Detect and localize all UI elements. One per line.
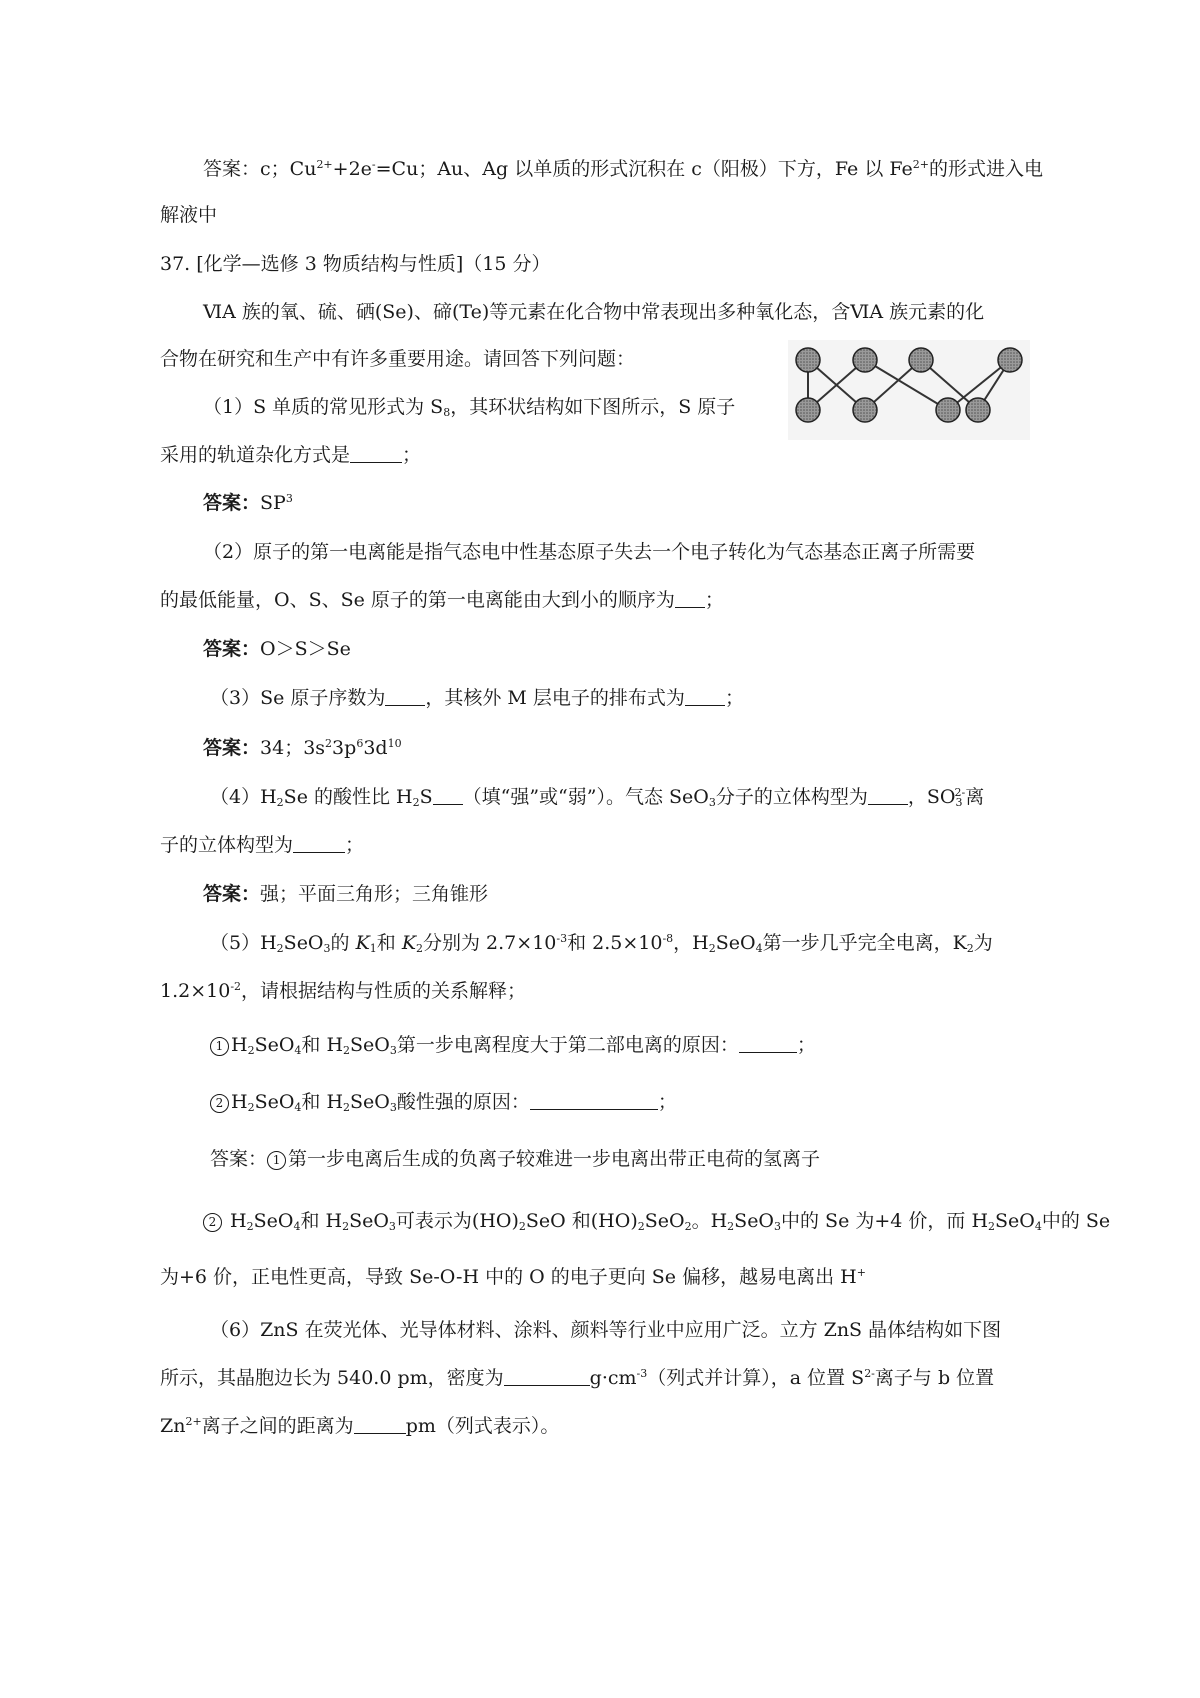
q5-answer-3: 为+6 价，正电性更高，导致 Se-O-H 中的 O 的电子更向 Se 偏移，越易电离出 H+ xyxy=(160,1266,866,1288)
q5-line-1: $(5)H_2SeO_3$的 $K_1$和 $K_2$分别为 $2.7\times 10^{-3}$和 $2.5\times 10^{-8}$，$H_2SeO_4$第一步几乎完全电离，$K_2$为 xyxy=(210,932,993,955)
q4-answer: 答案：强；平面三角形；三角锥形 xyxy=(203,883,489,905)
atom-8 xyxy=(966,398,990,422)
circled-number: 2 xyxy=(210,1094,229,1113)
q2-line-1: （2）原子的第一电离能是指气态电中性基态原子失去一个电子转化为气态基态正离子所需要 xyxy=(203,541,976,563)
intro-line-2: 合物在研究和生产中有许多重要用途。请回答下列问题： xyxy=(160,348,636,370)
prev-answer-line-1: 答案：c；$Cu^{2+}+2e^-=Cu$；Au、Ag 以单质的形式沉积在 c（阳极）下方，Fe 以 $Fe^{2+}$的形式进入电 xyxy=(203,158,1043,180)
answer-blank[interactable] xyxy=(504,1367,590,1386)
q4-line-2: 子的立体构型为 ； xyxy=(160,834,365,856)
atom-6 xyxy=(853,398,877,422)
circled-number: 1 xyxy=(210,1037,229,1056)
answer-blank[interactable] xyxy=(530,1091,658,1110)
atom-5 xyxy=(796,398,820,422)
q1-line-2: 采用的轨道杂化方式是 ； xyxy=(160,444,422,466)
q1-line-1: （1）S 单质的常见形式为 $S_8$，其环状结构如下图所示，S 原子 xyxy=(203,396,736,419)
answer-blank[interactable] xyxy=(354,1415,406,1434)
q6-line-3: $Zn^{2+}$离子之间的距离为 pm（列式表示）。 xyxy=(160,1415,560,1437)
answer-blank[interactable] xyxy=(433,786,463,805)
q3-answer: 答案：34；$3s^23p^63d^{10}$ xyxy=(203,737,402,759)
question-heading: 37. [化学—选修 3 物质结构与性质]（15 分） xyxy=(160,253,551,275)
answer-blank[interactable] xyxy=(685,687,725,706)
atom-2 xyxy=(853,348,877,372)
atom-4 xyxy=(998,348,1022,372)
atom-1 xyxy=(796,348,820,372)
circled-number: 2 xyxy=(203,1213,222,1232)
q2-line-2: 的最低能量，O、S、Se 原子的第一电离能由大到小的顺序为 ； xyxy=(160,589,724,611)
q1-answer: 答案：$SP^3$ xyxy=(203,492,293,514)
circled-number: 1 xyxy=(267,1151,286,1170)
prev-answer-line-2: 解液中 xyxy=(160,204,218,226)
intro-line-1: ⅥA 族的氧、硫、硒(Se)、碲(Te)等元素在化合物中常表现出多种氧化态，含ⅥA 族元素的化 xyxy=(203,301,985,323)
q4-line-1: $(4)H_2Se$ 的酸性比 $H_2S$ （填“强”或“弱”）。气态 SeO$_3$分子的立体构型为 ，$SO_3^{2-}$离 xyxy=(210,786,985,809)
atom-7 xyxy=(936,398,960,422)
q5-item-1: 1 $H_2SeO_4$和 $H_2SeO_3$第一步电离程度大于第二部电离的原因： ； xyxy=(210,1033,816,1057)
q3-line: （3）Se 原子序数为 ，其核外 M 层电子的排布式为 ； xyxy=(210,687,744,709)
q5-item-2: 2 $H_2SeO_4$和 $H_2SeO_3$酸性强的原因： ； xyxy=(210,1090,677,1114)
answer-blank[interactable] xyxy=(739,1034,797,1053)
figure-background xyxy=(788,340,1030,440)
answer-blank[interactable] xyxy=(350,444,402,463)
atom-3 xyxy=(909,348,933,372)
q5-answer-2: 2 $H_2SeO_4$和 $H_2SeO_3$可表示为$(HO)_2SeO$ 和$(HO)_2SeO_2$。$H_2SeO_3$中的 Se 为+4 价，而 $H_2SeO_4$中的 Se xyxy=(203,1209,1110,1233)
q6-line-2: 所示，其晶胞边长为 540.0 pm，密度为 $g\cdot cm^{-3}$（列式并计算），a 位置 $S^{2-}$离子与 b 位置 xyxy=(160,1367,995,1389)
q5-line-2: $1.2\times 10^{-2}$，请根据结构与性质的关系解释； xyxy=(160,980,527,1002)
q5-answer-1: 答案： 1 第一步电离后生成的负离子较难进一步电离出带正电荷的氢离子 xyxy=(210,1148,821,1170)
q6-line-1: （6）ZnS 在荧光体、光导体材料、涂料、颜料等行业中应用广泛。立方 ZnS 晶体结构如下图 xyxy=(210,1319,1002,1341)
answer-blank[interactable] xyxy=(293,834,345,853)
s8-ring-figure xyxy=(788,340,1030,440)
answer-blank[interactable] xyxy=(868,786,908,805)
q2-answer: 答案：O＞S＞Se xyxy=(203,638,351,660)
answer-blank[interactable] xyxy=(385,687,425,706)
answer-blank[interactable] xyxy=(675,589,705,608)
